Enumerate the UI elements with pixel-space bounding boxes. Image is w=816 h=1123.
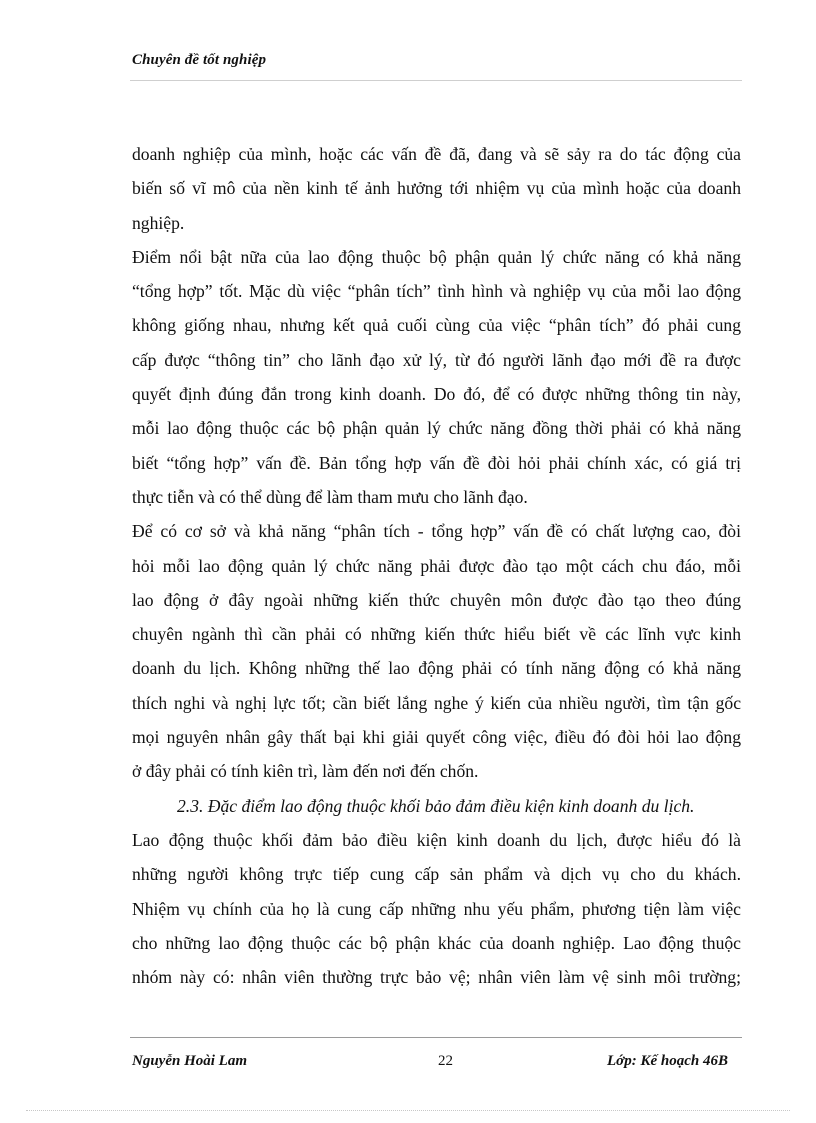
text-line: biến số vĩ mô của nền kinh tế ảnh hưởng tới nhiệm vụ của mình hoặc của doanh [132, 178, 741, 199]
page-bottom-edge [26, 1110, 790, 1111]
page-number: 22 [438, 1053, 453, 1069]
text-line: Để có cơ sở và khả năng “phân tích - tổng hợp” vấn đề có chất lượng cao, đòi [132, 521, 741, 542]
text-line: cấp được “thông tin” cho lãnh đạo xử lý, từ đó người lãnh đạo mới đề ra được [132, 349, 741, 370]
text-line: nhóm này có: nhân viên thường trực bảo vệ; nhân viên làm vệ sinh môi trường; [132, 967, 741, 988]
text-line: nghiệp. [132, 212, 185, 233]
footer-class-label: Lớp: Kế hoạch 46B [607, 1053, 728, 1069]
text-line: Nhiệm vụ chính của họ là cung cấp những nhu yếu phẩm, phương tiện làm việc [132, 898, 741, 919]
text-line: thực tiễn và có thể dùng để làm tham mưu cho lãnh đạo. [132, 486, 528, 507]
text-line: mọi nguyên nhân gây thất bại khi giải quyết công việc, điều đó đòi hỏi lao động [132, 727, 741, 748]
text-line: Lao động thuộc khối đảm bảo điều kiện kinh doanh du lịch, được hiểu đó là [132, 829, 741, 850]
text-line: cho những lao động thuộc các bộ phận khác của doanh nghiệp. Lao động thuộc [132, 932, 741, 953]
text-line: lao động ở đây ngoài những kiến thức chuyên môn được đào tạo theo đúng [132, 589, 741, 610]
text-line: biết “tổng hợp” vấn đề. Bản tổng hợp vấn đề đòi hỏi phải chính xác, có giá trị [132, 452, 741, 473]
text-line: mỗi lao động thuộc các bộ phận quản lý chức năng đồng thời phải có khả năng [132, 418, 741, 439]
text-line: quyết định đúng đắn trong kinh doanh. Do đó, để có được những thông tin này, [132, 384, 741, 405]
text-line: hỏi mỗi lao động quản lý chức năng phải được đào tạo một cách chu đáo, mỗi [132, 555, 741, 576]
text-line: không giống nhau, nhưng kết quả cuối cùng của việc “phân tích” đó phải cung [132, 315, 741, 336]
text-line: doanh nghiệp của mình, hoặc các vấn đề đã, đang và sẽ sảy ra do tác động của [132, 144, 741, 164]
text-line: doanh du lịch. Không những thế lao động phải có tính năng động có khả năng [132, 658, 741, 679]
footer-author: Nguyễn Hoài Lam [132, 1053, 247, 1069]
section-heading: 2.3. Đặc điểm lao động thuộc khối bảo đảm điều kiện kinh doanh du lịch. [177, 795, 695, 816]
text-line: Điểm nổi bật nữa của lao động thuộc bộ phận quản lý chức năng có khả năng [132, 246, 741, 267]
text-line: ở đây phải có tính kiên trì, làm đến nơi đến chốn. [132, 761, 479, 782]
document-header-title: Chuyên đề tốt nghiệp [132, 52, 267, 68]
text-line: thích nghi và nghị lực tốt; cần biết lắng nghe ý kiến của nhiều người, tìm tận gốc [132, 692, 741, 713]
footer-divider [130, 1037, 742, 1038]
text-line: “tổng hợp” tốt. Mặc dù việc “phân tích” tình hình và nghiệp vụ của mỗi lao động [132, 281, 741, 302]
document-body [132, 137, 741, 994]
text-line: những người không trực tiếp cung cấp sản phẩm và dịch vụ cho du khách. [132, 864, 741, 885]
header-divider [130, 80, 742, 81]
text-line: chuyên ngành thì cần phải có những kiến thức hiểu biết về các lĩnh vực kinh [132, 624, 741, 645]
